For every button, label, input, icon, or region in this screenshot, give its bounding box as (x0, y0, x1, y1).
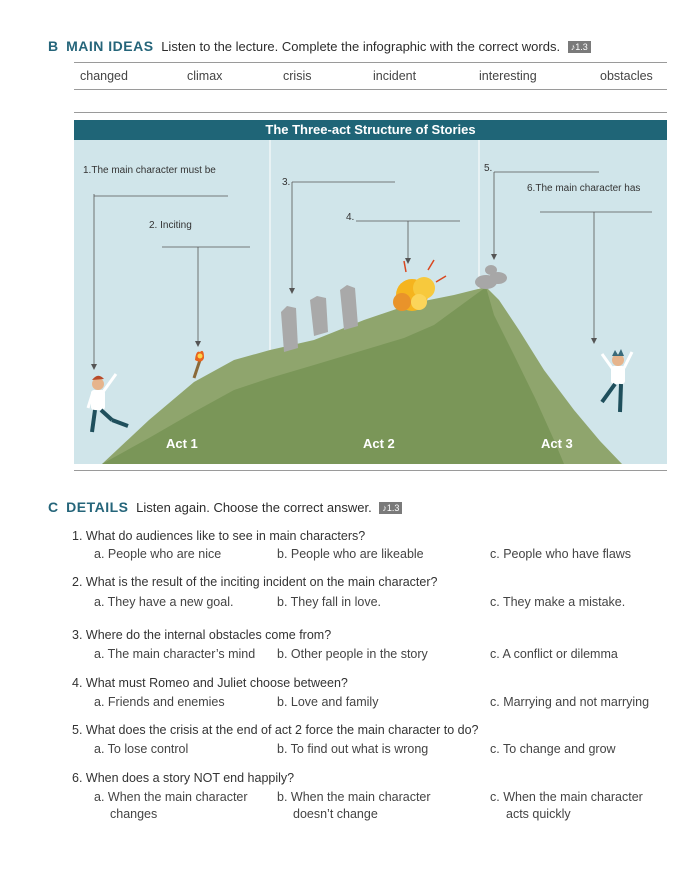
option-line: changes (110, 807, 158, 821)
option-b[interactable]: b. They fall in love. (277, 595, 381, 609)
divider (74, 112, 667, 113)
option-a[interactable]: a. They have a new goal. (94, 595, 234, 609)
pointer-arrow (591, 338, 597, 344)
question-2: 2. What is the result of the inciting incident on the main character? (72, 575, 438, 589)
word-bank (74, 62, 667, 90)
divider (74, 470, 667, 471)
label-4: 4. (346, 212, 355, 223)
pointer-arrow (491, 254, 497, 260)
pointer-arrow (405, 258, 411, 264)
option-line: acts quickly (506, 807, 571, 821)
label-2: 2. Inciting (149, 220, 192, 231)
word-bank-item: interesting (479, 69, 537, 83)
label-1: 1.The main character must be (83, 165, 216, 176)
act-3-label: Act 3 (541, 436, 573, 451)
label-3: 3. (282, 177, 291, 188)
option-a[interactable]: a. Friends and enemies (94, 695, 225, 709)
option-a[interactable]: a. The main character’s mind (94, 647, 256, 661)
audio-track-number: 1.3 (386, 503, 400, 513)
option-c[interactable]: c. They make a mistake. (490, 595, 626, 609)
question-1: 1. What do audiences like to see in main characters? (72, 529, 366, 543)
infographic (74, 120, 667, 464)
character-act-1-icon (88, 374, 128, 432)
option-a[interactable]: a. People who are nice (94, 547, 222, 561)
question-5: 5. What does the crisis at the end of act 2 force the main character to do? (72, 723, 479, 737)
option-c[interactable]: c. People who have flaws (490, 547, 632, 561)
option-b[interactable]: b. Other people in the story (277, 647, 428, 661)
torch-icon (194, 351, 204, 378)
option-a[interactable]: a. To lose control (94, 742, 189, 756)
option-b[interactable]: b. To find out what is wrong (277, 742, 429, 756)
pointer-arrow (91, 364, 97, 370)
section-letter: C (48, 499, 59, 515)
option-a[interactable] (94, 789, 248, 823)
option-line: c. When the main character (490, 790, 643, 804)
option-c[interactable]: c. To change and grow (490, 742, 616, 756)
word-bank-item: climax (187, 69, 223, 83)
label-6: 6.The main character has (527, 183, 641, 194)
option-b[interactable]: b. Love and family (277, 695, 379, 709)
section-title: MAIN IDEAS (66, 38, 154, 54)
pointer-arrow (289, 288, 295, 294)
character-act-3-icon (602, 349, 632, 412)
word-bank-item: changed (80, 69, 128, 83)
question-6: 6. When does a story NOT end happily? (72, 771, 295, 785)
infographic-title: The Three-act Structure of Stories (74, 120, 667, 140)
act-1-label: Act 1 (166, 436, 198, 451)
audio-track-number: 1.3 (575, 42, 588, 52)
rock-pile-icon (475, 265, 507, 289)
section-instruction: Listen again. Choose the correct answer. (136, 500, 372, 515)
section-instruction: Listen to the lecture. Complete the infographic with the correct words. (161, 39, 561, 54)
audio-track-badge[interactable]: ♪1.3 (568, 41, 591, 53)
label-5: 5. (484, 163, 493, 174)
pointer-arrow (195, 341, 201, 347)
audio-track-badge[interactable]: ♪1.3 (379, 502, 402, 514)
option-line: doesn’t change (293, 807, 378, 821)
question-4: 4. What must Romeo and Juliet choose between? (72, 676, 348, 690)
question-3: 3. Where do the internal obstacles come from? (72, 628, 332, 642)
section-c-heading (48, 499, 402, 515)
option-b[interactable] (277, 789, 431, 823)
act-2-label: Act 2 (363, 436, 395, 451)
section-title: DETAILS (66, 499, 129, 515)
word-bank-item: incident (373, 69, 417, 83)
section-b-heading (48, 38, 591, 54)
option-line: a. When the main character (94, 790, 248, 804)
word-bank-item: obstacles (600, 69, 653, 83)
option-c[interactable]: c. Marrying and not marrying (490, 695, 650, 709)
section-letter: B (48, 38, 59, 54)
option-line: b. When the main character (277, 790, 431, 804)
option-c[interactable]: c. A conflict or dilemma (490, 647, 618, 661)
word-bank-item: crisis (283, 69, 312, 83)
option-b[interactable]: b. People who are likeable (277, 547, 424, 561)
option-c[interactable] (490, 789, 643, 823)
